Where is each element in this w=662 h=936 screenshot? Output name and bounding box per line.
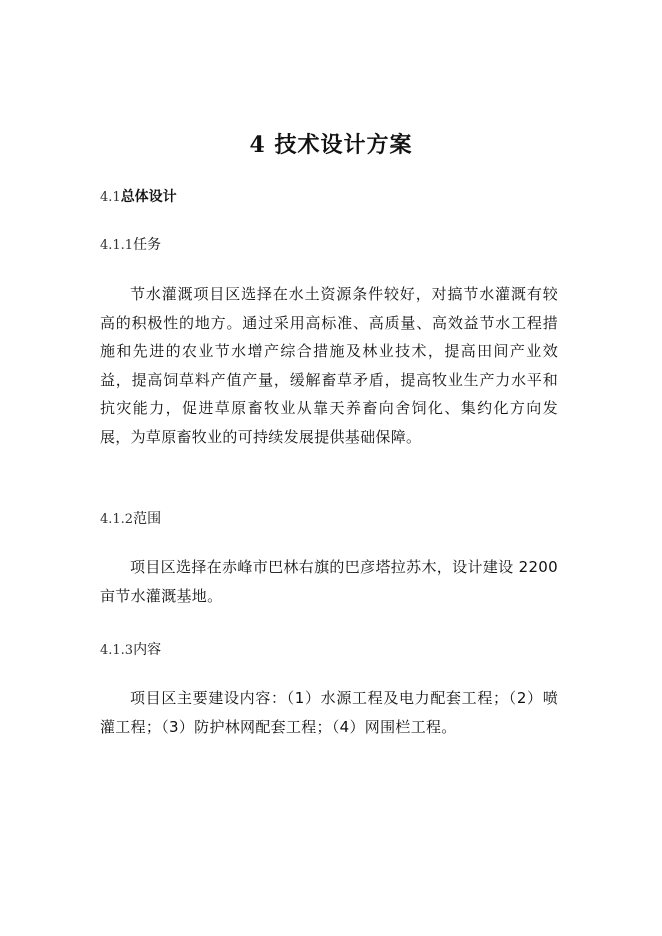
section-number: 4.1	[100, 190, 121, 205]
section-number: 4.1.1	[100, 238, 134, 253]
paragraph-content: 项目区主要建设内容：（1）水源工程及电力配套工程；（2）喷灌工程；（3）防护林网配套工程；（4）网围栏工程。	[100, 689, 558, 736]
page-title: 4 技术设计方案	[249, 132, 413, 158]
section-label: 任务	[133, 237, 162, 253]
section-number: 4.1.2	[100, 512, 134, 527]
paragraph-task: 节水灌溉项目区选择在水土资源条件较好，对搞节水灌溉有较高的积极性的地方。通过采用高标准、高质量、高效益节水工程措施和先进的农业节水增产综合措施及林业技术，提高田间产业效益，提高饲草料产值产量，缓解畜草矛盾，提高牧业生产力水平和抗灾能力，促进草原畜牧业从靠天养畜向舍饲化、集约化方向发展，为草原畜牧业的可持续发展提供基础保障。	[100, 285, 558, 446]
section-label: 总体设计	[120, 189, 177, 205]
section-heading-4-1-3	[100, 639, 161, 659]
section-label: 内容	[133, 642, 162, 658]
section-heading-4-1-1	[100, 234, 161, 254]
paragraph-scope: 项目区选择在赤峰市巴林右旗的巴彦塔拉苏木，设计建设 2200 亩节水灌溉基地。	[100, 558, 558, 605]
section-heading-4-1-2	[100, 508, 161, 528]
section-number: 4.1.3	[100, 643, 134, 658]
section-label: 范围	[133, 511, 162, 527]
section-heading-4-1	[100, 186, 177, 206]
